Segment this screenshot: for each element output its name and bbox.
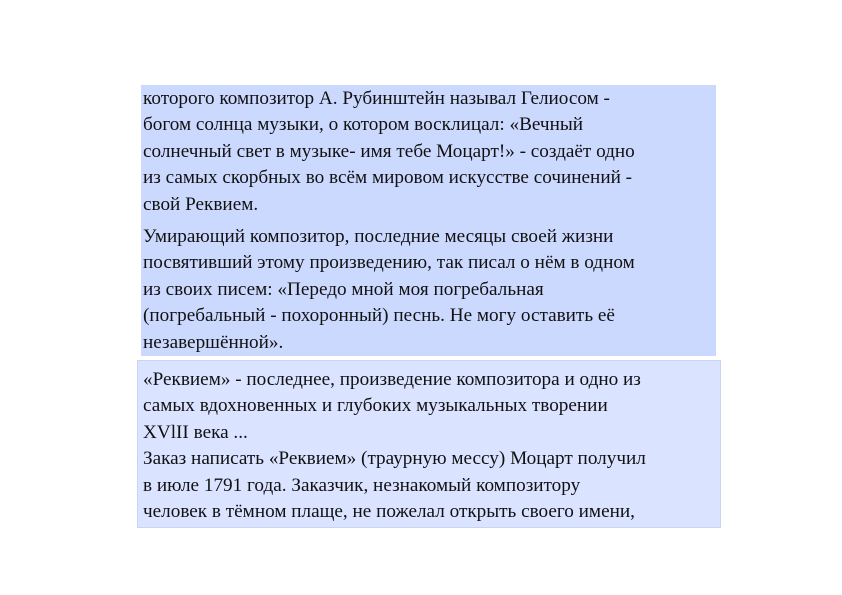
paragraph-commission <box>143 446 720 525</box>
text-line: XVlII века ... <box>143 421 248 443</box>
text-line: солнечный свет в музыке- имя тебе Моцарт!» - создаёт одно <box>143 140 635 162</box>
paragraph-dying-composer <box>143 224 716 356</box>
text-line: которого композитор А. Рубинштейн называл Гелиосом - <box>143 88 610 109</box>
text-block-bottom <box>137 360 721 528</box>
text-block-top <box>141 85 716 356</box>
text-line: в июле 1791 года. Заказчик, незнакомый композитору <box>143 474 581 496</box>
paragraph-requiem-intro <box>143 367 720 446</box>
text-line: незавершённой». <box>143 331 284 353</box>
text-line: (погребальный - похоронный) песнь. Не могу оставить её <box>143 305 615 327</box>
text-line: посвятивший этому произведению, так писал о нём в одном <box>143 252 635 274</box>
text-line: самых вдохновенных и глубоких музыкальных творении <box>143 395 608 417</box>
text-line: богом солнца музыки, о котором восклицал: «Вечный <box>143 114 583 136</box>
text-line: Заказ написать «Реквием» (траурную мессу) Моцарт получил <box>143 448 646 470</box>
text-line: из своих писем: «Передо мной моя погребальная <box>143 278 544 300</box>
text-line: из самых скорбных во всём мировом искусстве сочинений - <box>143 167 633 189</box>
paragraph-rubinstein <box>143 86 716 218</box>
text-line: человек в тёмном плаще, не пожелал открыть своего имени, <box>143 501 635 523</box>
text-line: свой Реквием. <box>143 193 259 215</box>
text-line: Умирающий композитор, последние месяцы своей жизни <box>143 226 614 248</box>
text-line: «Реквием» - последнее, произведение композитора и одно из <box>143 369 641 390</box>
